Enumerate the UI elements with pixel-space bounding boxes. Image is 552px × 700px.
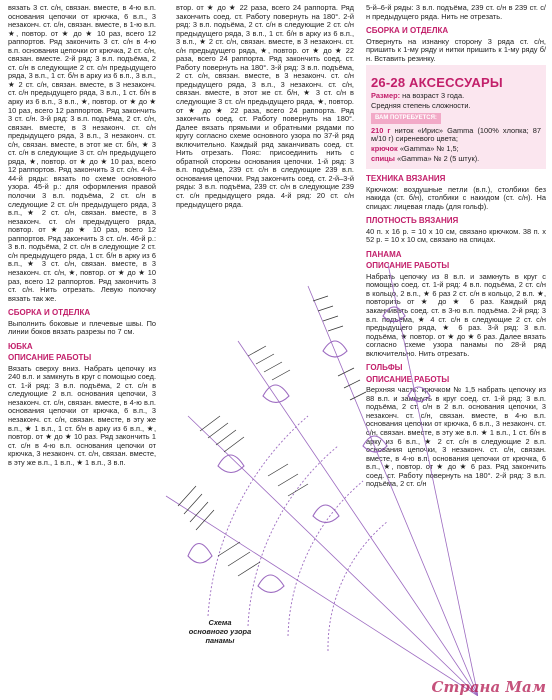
size-line xyxy=(371,92,541,101)
body-text: Крючком: воздушные петли (в.п.), столбики без накида (ст. б/н), столбики с накидом (ст. с/н). На спицах: лицевая гладь (для гольф). xyxy=(366,184,546,211)
diagram-caption: Схема основного узора панамы xyxy=(188,618,252,645)
section-subheading: ОПИСАНИЕ РАБОТЫ xyxy=(366,374,450,384)
section-subheading: ОПИСАНИЕ РАБОТЫ xyxy=(366,261,450,271)
section-subheading: ОПИСАНИЕ РАБОТЫ xyxy=(8,353,92,363)
body-text: Набрать цепочку из 8 в.п. и замкнуть в круг с помощью соед. ст. 1-й ряд: 4 в.п. подъёма, 2 ст. с/н в кольцо, 2 в.п., ★ 6 раз 2 ст. с/н в кольцо, 2 в.п. ★, повторить от ★ до ★ 6 раз. Каждый ряд заканчивать соед. ст. в 3-ю в.п. подъёма. 2-й ряд: 3 в.п. подъёма, ★ 4 ст. с/н в следующие 2 ст. с/н предыдущего ряда, ★ 6 раз. 3-й ряд: 3 в.п. подъёма, ★ повтор. от ★ до ★ 6 раз. Далее вязать согласно схеме узора панамы по 28-й ряд включительно. Нить отрезать. xyxy=(366,271,546,358)
body-text: Вязать сверху вниз. Набрать цепочку из 240 в.п. и замкнуть в круг с помощью соед. ст. 1-й ряд: 3 в.п. подъёма, 2 ст. с/н в следующие 2 в.п. основания цепочки, 3 незаконч. ст. с/н, связан. вместе, в 4-ю в.п. основания цепочки от крючка, 6 в.п., 3 незаконч. ст. с/н, связан. вместе, в эту же в.п., ★ 1 в.п., 1 ст. б/н в арку из 6 в.п., ★, повтор. от ★ до ★ 10 раз. Ряд закончить 1 ст. с/н в 4-ю в.п. основания цепочки от крючка, 3 незаконч. ст. с/н, связан. вместе, в эту же в.п., 1 в.п., ★ 1 в.п., 3 в.п. xyxy=(8,363,156,467)
difficulty-text: Средняя степень сложности. xyxy=(371,100,471,110)
materials-bar: ВАМ ПОТРЕБУЕТСЯ: xyxy=(371,113,441,124)
section-heading: СБОРКА И ОТДЕЛКА xyxy=(366,26,449,36)
watermark: Страна Мам xyxy=(431,678,546,696)
size-value: на возраст 3 года. xyxy=(402,91,465,101)
section-heading: ЮБКА xyxy=(8,341,33,351)
middle-text-column xyxy=(176,4,354,256)
section-heading: СБОРКА И ОТДЕЛКА xyxy=(8,308,91,318)
section-heading: ПЛОТНОСТЬ ВЯЗАНИЯ xyxy=(366,216,459,226)
section-heading: ТЕХНИКА ВЯЗАНИЯ xyxy=(366,174,446,184)
body-text: Верхняя часть: крючком № 1,5 набрать цепочку из 88 в.п. и замкнуть в круг соед. ст. 1-й ряд: 3 в.п. подъёма, 2 ст. с/н в 2 в.п. основания цепочки, 3 незаконч. ст. с/н, связан. вместе, в 4-ю в.п. основания цепочки от крючка, 6 в.п., 3 незаконч. ст. с/н, связан. вместе, в эту же в.п. ★ 1 в.п., 1 ст. б/н в арку из 6 в.п., ★ 2 ст. с/н в следующие 2 в.п. основания цепочки, 3 незаконч. ст. с/н, связан. вместе, в 4-ю в.п. основания цепочки от крючка, 6 в.п., ★, повтор. от ★ до ★ 6 раз. Ряд закончить соед. ст. Работу повернуть на 180°. 2-й ряд: 3 в.п. подъёма, 2 ст. с/н xyxy=(366,385,546,489)
body-text: Выполнить боковые и плечевые швы. По линии боков вязать разрезы по 7 см. xyxy=(8,318,156,337)
body-text: вязать 3 ст. с/н, связан. вместе, в 4-ю в.п. основания цепочки от крючка, 6 в.п., 3 незаконч. ст. с/н, связан. вместе, в 1-ю в.п. ★, повтор. от ★ до ★ 10 раз, всего 12 раппортов. Ряд закончить 3 ст. с/н в 4-ю в.п. основания цепочки от крючка, 2 ст. с/н, связан. вместе. 2-й ряд: 3 в.п. подъёма, 2 ст. с/н в следующие 2 ст. с/н предыдущего ряда, 3 в.п., 1 ст. б/н в арку из 6 в.п., 3 в.п., ★ 2 ст. с/н, связан. вместе, в 3 незаконч. ст. с/н предыдущего ряда, 3 в.п., 1 ст. б/н в арку из 6 в.п., 3 в.п., ★, повтор. от ★ до ★ 10 раз, всего 12 раппортов. Ряд закончить 3 ст. с/н. 3-й ряд: 3 в.п. подъёма, 2 ст. с/н, связан. вместе, в 3 незаконч. ст. с/н предыдущего ряда, 3 в.п., 3 незаконч. ст. с/н, связан. вместе, в этот же ст. б/н, ★ 3 ст. с/н в следующие 3 ст. с/н предыдущего ряда, ★, повтор. от ★ до ★ 10 раз, всего 12 раппортов. Ряд закончить 3 ст. с/н. 4-й–44-й ряды: вязать по схеме основного узора. 45-й р.: для оформления правой полочки 3 в.п. подъёма, 2 ст. с/н в следующие 2 ст. с/н предыдущего ряда, 3 в.п., ★ 2 ст. с/н, связан. вместе, в 3 незаконч. ст. с/н предыдущего ряда, повтор. от ★ до ★ 10 раз, всего 12 раппортов. Ряд закончить 3 ст. с/н. 46-й р.: 3 в.п. подъёма, 2 ст. с/н в следующие 2 ст. с/н предыдущего ряда, 1 ст. б/н в арку из 6 в.п., ★ 3 ст. с/н, связан. вместе, в 3 незаконч. ст. с/н, ★, повтор. от ★ до ★ 10 раз, всего 12 раппортов. Ряд закончить 3 ст. с/н. Нить отрезать. Левую полочку вязать так же. xyxy=(8,4,156,303)
body-text: втор. от ★ до ★ 22 раза, всего 24 раппорта. Ряд закончить соед. ст. Работу повернуть на 180°. 2-й ряд: 3 в.п. подъёма, 2 ст. с/н в следующие 2 ст. с/н предыдущего ряда, 3 в.п., 1 ст. б/н в арку из 6 в.п., 3 в.п., ★ 2 ст. с/н, связан. вместе, в 3 незаконч. ст. с/н предыдущего ряда, ★, повтор. от ★ до ★ 22 раза, всего 24 раппорта. Ряд закончить соед. ст. Работу повернуть на 180°. 3-й ряд: 3 в.п. подъёма, 2 ст. с/н, связан. вместе, в 3 незаконч. ст. с/н предыдущего ряда, 3 в.п., 3 незаконч. ст. с/н, связан. вместе, в этот же ст. б/н, ★ 3 ст. с/н в следующие 3 ст. с/н предыдущего ряда, ★, повтор. от ★ до ★ 22 раза, всего 24 раппорта. Ряд закончить соед. ст. Работу повернуть на 180°. Далее вязать прямыми и обратными рядами по кругу согласно схеме основного узора по 37-й ряд включительно. Каждый ряд заканчивать соед. ст. Нить отрезать. Пояс: присоединить нить с обратной стороны основания цепочки. 1-й ряд: 3 в.п. подъёма, 239 ст. с/н в следующие 239 в.п. основания цепочки. Ряд закончить соед. ст. 2-й–3-й ряды: 3 в.п. подъёма, 239 ст. с/н в следующие 239 ст. с/н предыдущего ряда. 4-й ряд: 20 ст. с/н предыдущего ряда. xyxy=(176,4,354,209)
body-text: 5-й–6-й ряды: 3 в.п. подъёма, 239 ст. с/н в 239 ст. с/н предыдущего ряда. Нить не отрезать. xyxy=(366,4,546,21)
section-heading: ПАНАМА xyxy=(366,249,402,259)
diagram-stitch-marks xyxy=(178,296,366,576)
material-item: спицы «Gamma» № 2 (5 штук). xyxy=(371,153,480,163)
diagram-rings xyxy=(208,416,388,651)
section-heading: ГОЛЬФЫ xyxy=(366,363,403,373)
body-text: 40 п. х 16 р. = 10 х 10 см, связано крючком. 38 п. х 52 р. = 10 х 10 см, связано на спицах. xyxy=(366,226,546,245)
size-label: Размер: xyxy=(371,91,401,101)
project-title: 26-28 АКСЕССУАРЫ xyxy=(371,75,503,91)
project-info-box xyxy=(366,65,546,169)
material-item: 210 г ниток «Ирис» Gamma (100% хлопка; 87 м/10 г) сиреневого цвета; xyxy=(371,125,541,144)
material-item: крючок «Gamma» № 1,5; xyxy=(371,143,459,153)
body-text: Отвернуть на изнанку сторону 3 ряда ст. с/н, пришить к 1-му ряду и нитки пришить к 1-му ряду б/н. Вставить резинку. xyxy=(366,36,546,63)
left-text-column xyxy=(8,4,156,696)
